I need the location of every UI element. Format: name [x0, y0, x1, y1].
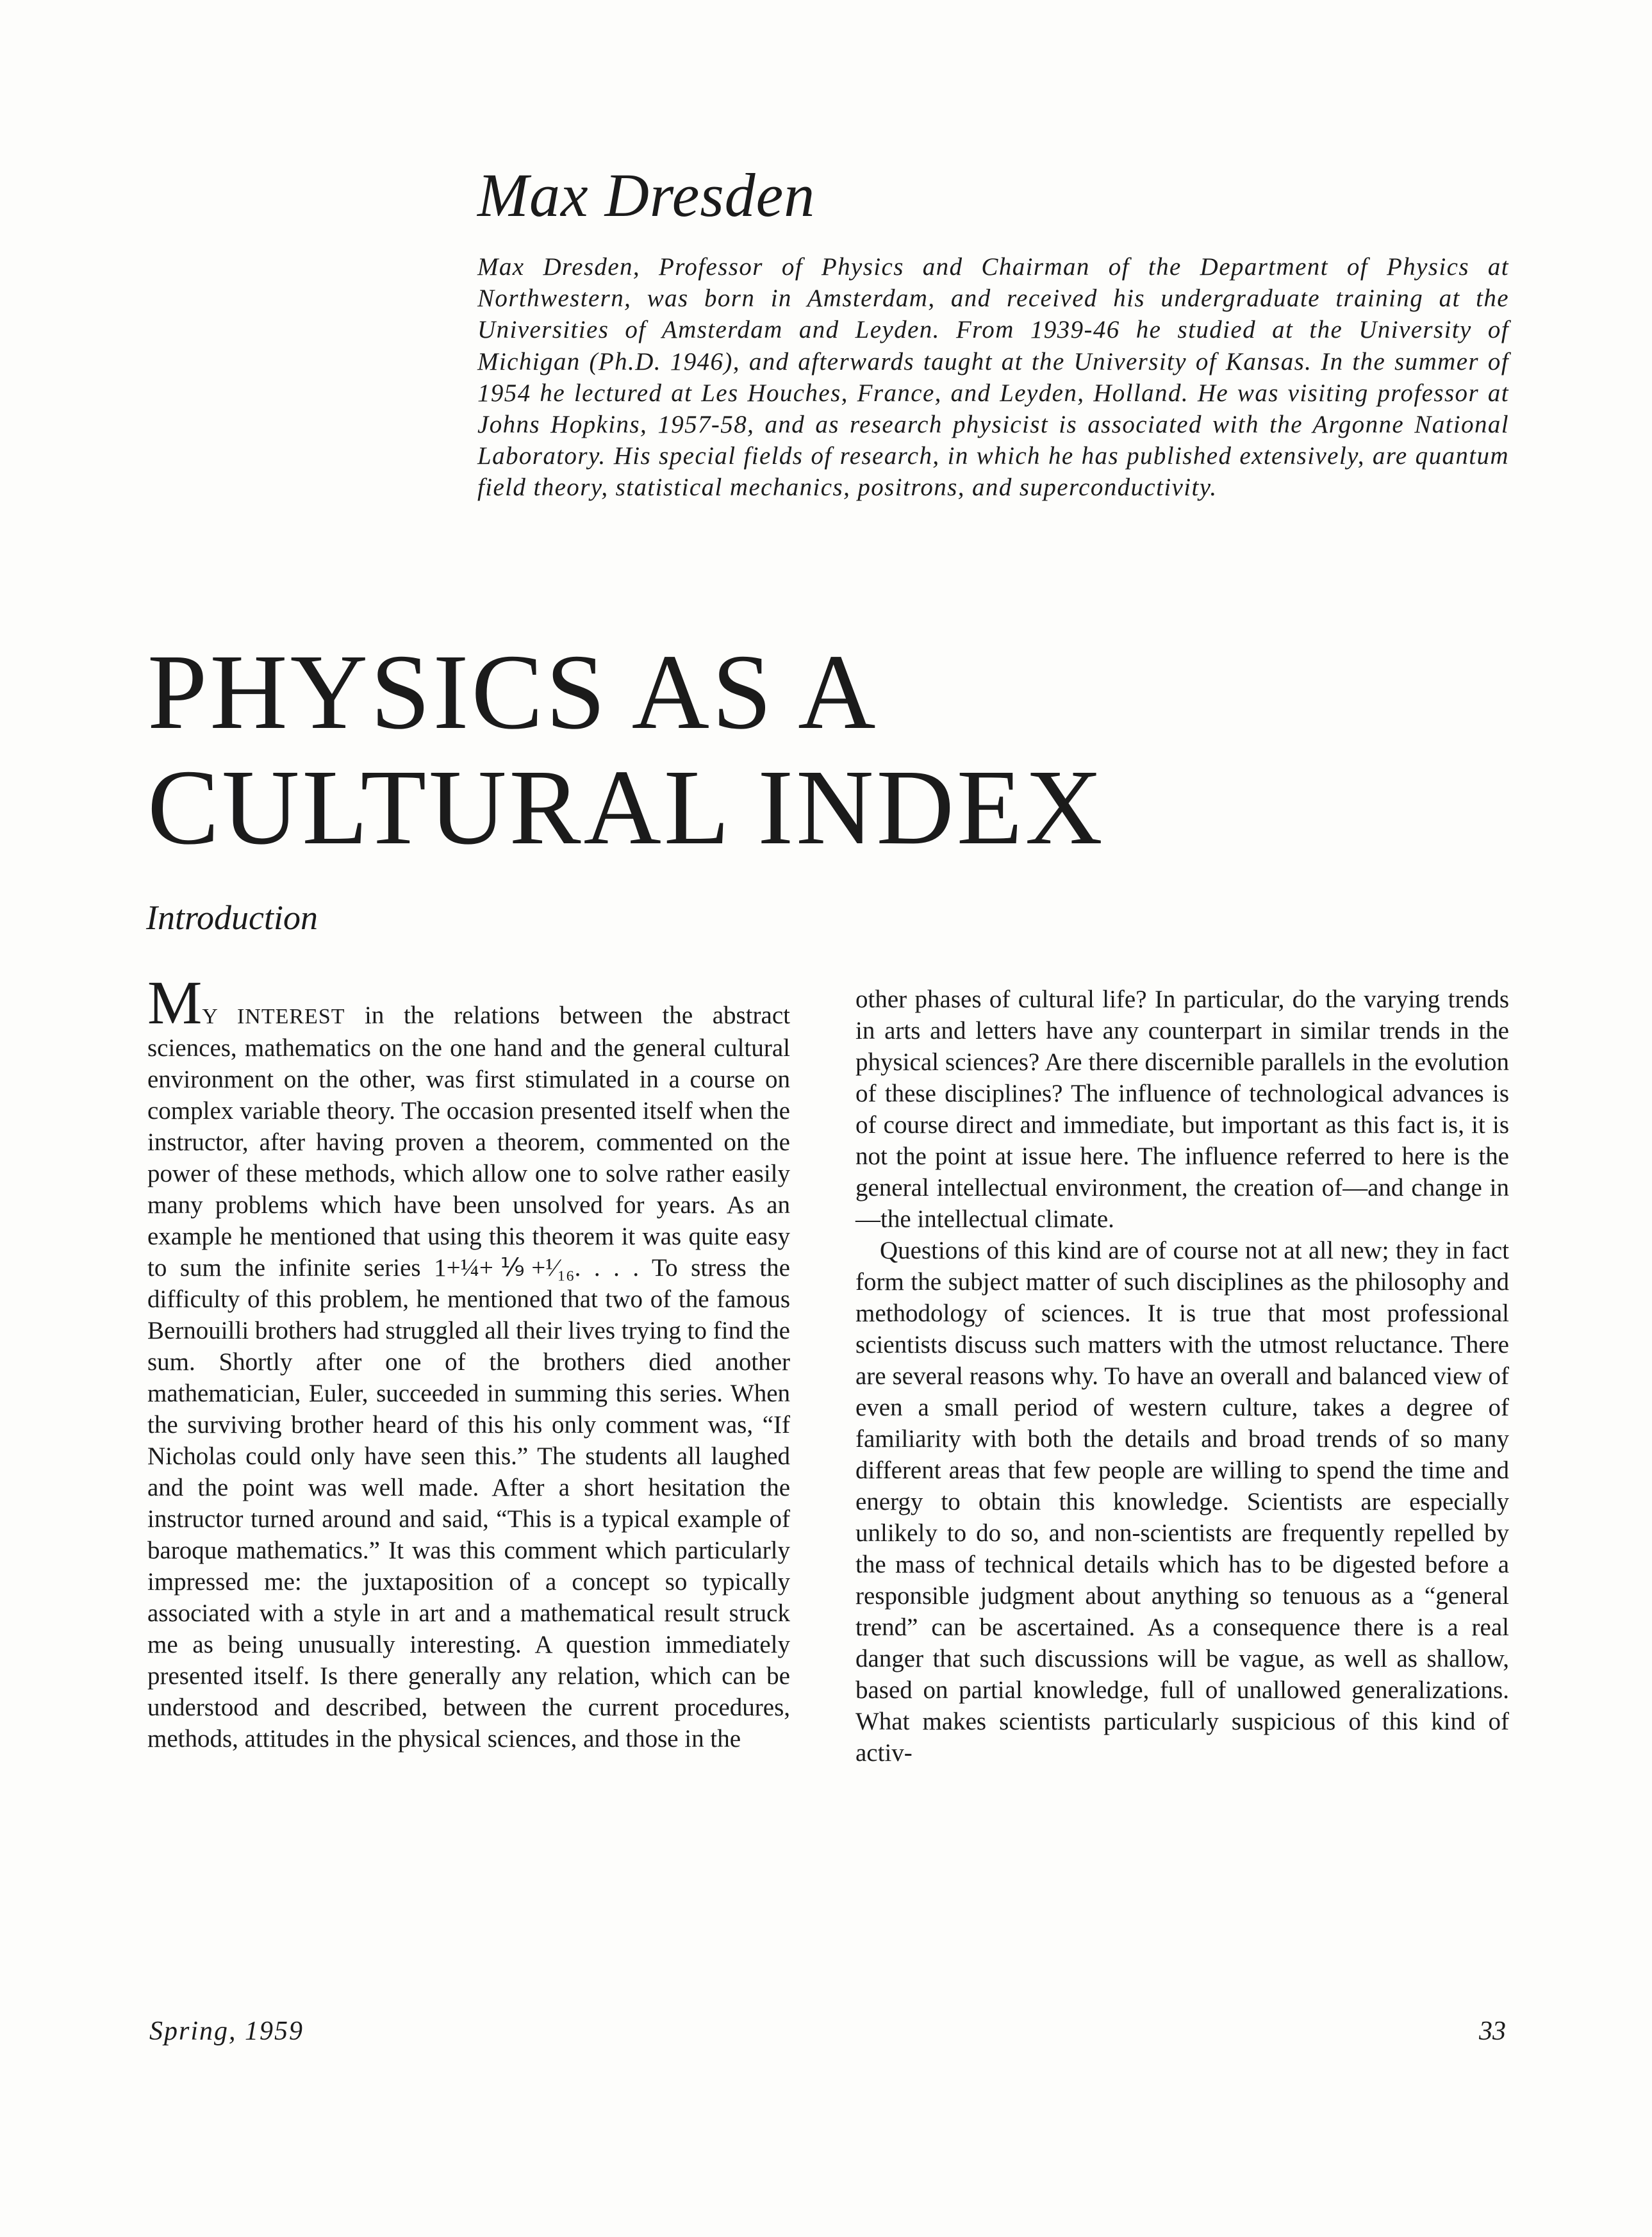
- left-column: [147, 968, 790, 1754]
- right-column: [855, 984, 1509, 1769]
- article-title-line-1: PHYSICS AS A: [147, 632, 879, 752]
- article-title-line-2: CULTURAL INDEX: [147, 748, 1105, 867]
- lead-smallcaps: Y INTEREST: [202, 1005, 345, 1028]
- article-title: [147, 634, 1557, 865]
- author-bio: Max Dresden, Professor of Physics and Chairman of the Department of Physics at Northwestern, was born in Amsterdam, and received his undergraduate training at the Universities of Amsterdam and Leyden. From 1939-46 he studied at the University of Michigan (Ph.D. 1946), and afterwards taught at the University of Kansas. In the summer of 1954 he lectured at Les Houches, France, and Leyden, Holland. He was visiting professor at Johns Hopkins, 1957-58, and as research physicist is associated with the Argonne National Laboratory. His special fields of research, in which he has published extensively, are quantum field theory, statistical mechanics, positrons, and superconductivity.: [477, 253, 1509, 502]
- author-name: Max Dresden: [477, 161, 816, 229]
- page-number: 33: [1479, 2017, 1506, 2046]
- section-heading: Introduction: [146, 898, 318, 937]
- paragraph-questions: Questions of this kind are of course not at all new; they in fact form the subject matter of such disciplines as the philosophy and methodology of sciences. It is true that most professional scientists discuss such matters with the utmost reluctance. There are several reasons why. To have an overall and balanced view of even a small period of western culture, takes a degree of familiarity with both the details and broad trends of so many different areas that few people are willing to spend the time and energy to obtain this knowledge. Scientists are especially unlikely to do so, and non-scientists are frequently repelled by the mass of technical details which has to be digested before a responsible judgment about anything so tenuous as a “general trend” can be ascertained. As a consequence there is a real danger that such discussions will be vague, as well as shallow, based on partial knowledge, full of unallowed generalizations. What makes scientists particularly suspicious of this kind of activ-: [855, 1237, 1509, 1767]
- footer-issue: Spring, 1959: [149, 2017, 304, 2046]
- paragraph-continued: other phases of cultural life? In particular, do the varying trends in arts and letters have any counterpart in similar trends in the physical sciences? Are there discernible parallels in the evolution of these disciplines? The influence of technological advances is of course direct and immediate, but important as this fact is, it is not the point at issue here. The influence referred to here is the general intellectual environment, the creation of—and change in—the intellectual climate.: [855, 986, 1509, 1233]
- paragraph-intro: [147, 968, 790, 1754]
- drop-cap: M: [147, 968, 202, 1037]
- paragraph-text: in the relations between the abstract sciences, mathematics on the one hand and the general cultural environment on the other, was first stimulated in a course on complex variable theory. The occasion presented itself when the instructor, after having proven a theorem, commented on the power of these methods, which allow one to solve rather easily many problems which have been unsolved for years. As an example he mentioned that using this theorem it was quite easy to sum the infinite series 1+¼+⅑+¹⁄₁₆. . . . To stress the difficulty of this problem, he mentioned that two of the famous Bernouilli brothers had struggled all their lives trying to find the sum. Shortly after one of the brothers died another mathematician, Euler, succeeded in summing this series. When the surviving brother heard of this his only comment was, “If Nicholas could only have seen this.” The students all laughed and the point was well made. After a short hesitation the instructor turned around and said, “This is a typical example of baroque mathematics.” It was this comment which particularly impressed me: the juxtaposition of a concept so typically associated with a style in art and a mathematical result struck me as being unusually interesting. A question immediately presented itself. Is there generally any relation, which can be understood and described, between the current procedures, methods, attitudes in the physical sciences, and those in the: [147, 1002, 790, 1753]
